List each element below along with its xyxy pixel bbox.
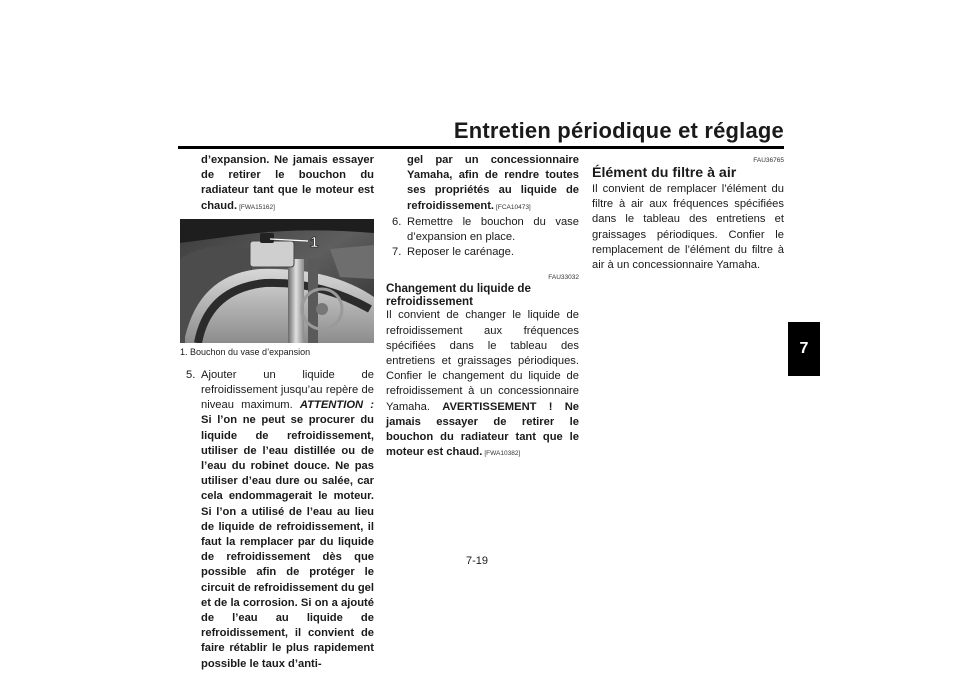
section-title-air-filter: Élément du filtre à air <box>592 165 737 181</box>
column-3 <box>592 153 784 273</box>
step-7-number: 7. <box>392 246 402 259</box>
step-7-text: Reposer le carénage. <box>407 246 514 259</box>
coolant-reservoir-figure <box>180 219 374 343</box>
page-title: Entretien périodique et réglage <box>453 118 784 143</box>
coolant-body: Il convient de changer le liquide de refroidissement aux fréquences spécifiées dans le tableau des entretiens et graissages périodiques. Confier le changement du liquide de refroidissement à un concessionnaire Yamaha. <box>386 309 579 413</box>
attention-continuation <box>386 153 579 215</box>
page-number: 7-19 <box>466 555 489 567</box>
step-6-text: Remettre le bouchon du vase d’expansion en place. <box>407 215 579 244</box>
step-5-text: Ajouter un liquide de refroidissement jusqu’au repère de niveau maximum. <box>201 368 374 412</box>
attention-ref: [FCA10473] <box>496 203 531 211</box>
column-2 <box>386 153 579 461</box>
coolant-warning-ref: [FWA10382] <box>484 450 521 458</box>
step-7 <box>386 245 579 260</box>
title-rule <box>178 146 784 149</box>
step-5 <box>180 368 374 672</box>
chapter-number: 7 <box>799 340 809 357</box>
section-code-air-filter: FAU36765 <box>753 157 784 164</box>
attention-cont-text: gel par un concessionnaire Yamaha, afin de rendre toutes ses propriétés au liquide de refroidissement. <box>407 154 579 212</box>
figure-caption: 1. Bouchon du vase d’expansion <box>180 346 311 357</box>
air-filter-body: Il convient de remplacer l’élément du filtre à air aux fréquences spécifiées dans le tableau des entretiens et graissages périodiques. Confier le remplacement de l’élément du filtre à air à un concessionnaire Yamaha. <box>592 183 784 272</box>
attention-text: Si l’on ne peut se procurer du liquide de refroidissement, utiliser de l’eau distillée ou de l’eau du robinet douce. Ne pas utiliser d’eau dure ou salée, car cela endommagerait le moteur. Si l’on a utilisé de l’eau au lieu de liquide de refroidissement, il faut la remplacer par du liquide de refroidissement dès que possible afin de protéger le circuit de refroidissement du gel et de la corrosion. Si on a ajouté de l’eau au liquide de refroidissement, il convient de faire rétablir le plus rapidement possible le taux d’anti- <box>201 414 374 670</box>
step-6-number: 6. <box>392 215 402 228</box>
attention-label: ATTENTION : <box>299 399 375 412</box>
step-6 <box>386 215 579 245</box>
section-code-coolant: FAU33032 <box>548 274 579 282</box>
warning-text: d’expansion. Ne jamais essayer de retirer le bouchon du radiateur tant que le moteur est chaud. <box>201 154 374 212</box>
chapter-tab <box>788 322 820 376</box>
warning-label: AVERTISSEMENT ! <box>442 400 553 413</box>
figure-callout-1: 1 <box>310 233 319 251</box>
column-1 <box>180 153 374 672</box>
step-5-number: 5. <box>186 368 196 381</box>
warning-ref: [FWA15162] <box>239 203 275 211</box>
warning-continuation <box>180 153 374 215</box>
section-title-coolant: Changement du liquide de refroidissement <box>386 282 531 309</box>
coolant-warning-text: Ne jamais essayer de retirer le bouchon du radiateur tant que le moteur est chaud. <box>386 400 580 459</box>
